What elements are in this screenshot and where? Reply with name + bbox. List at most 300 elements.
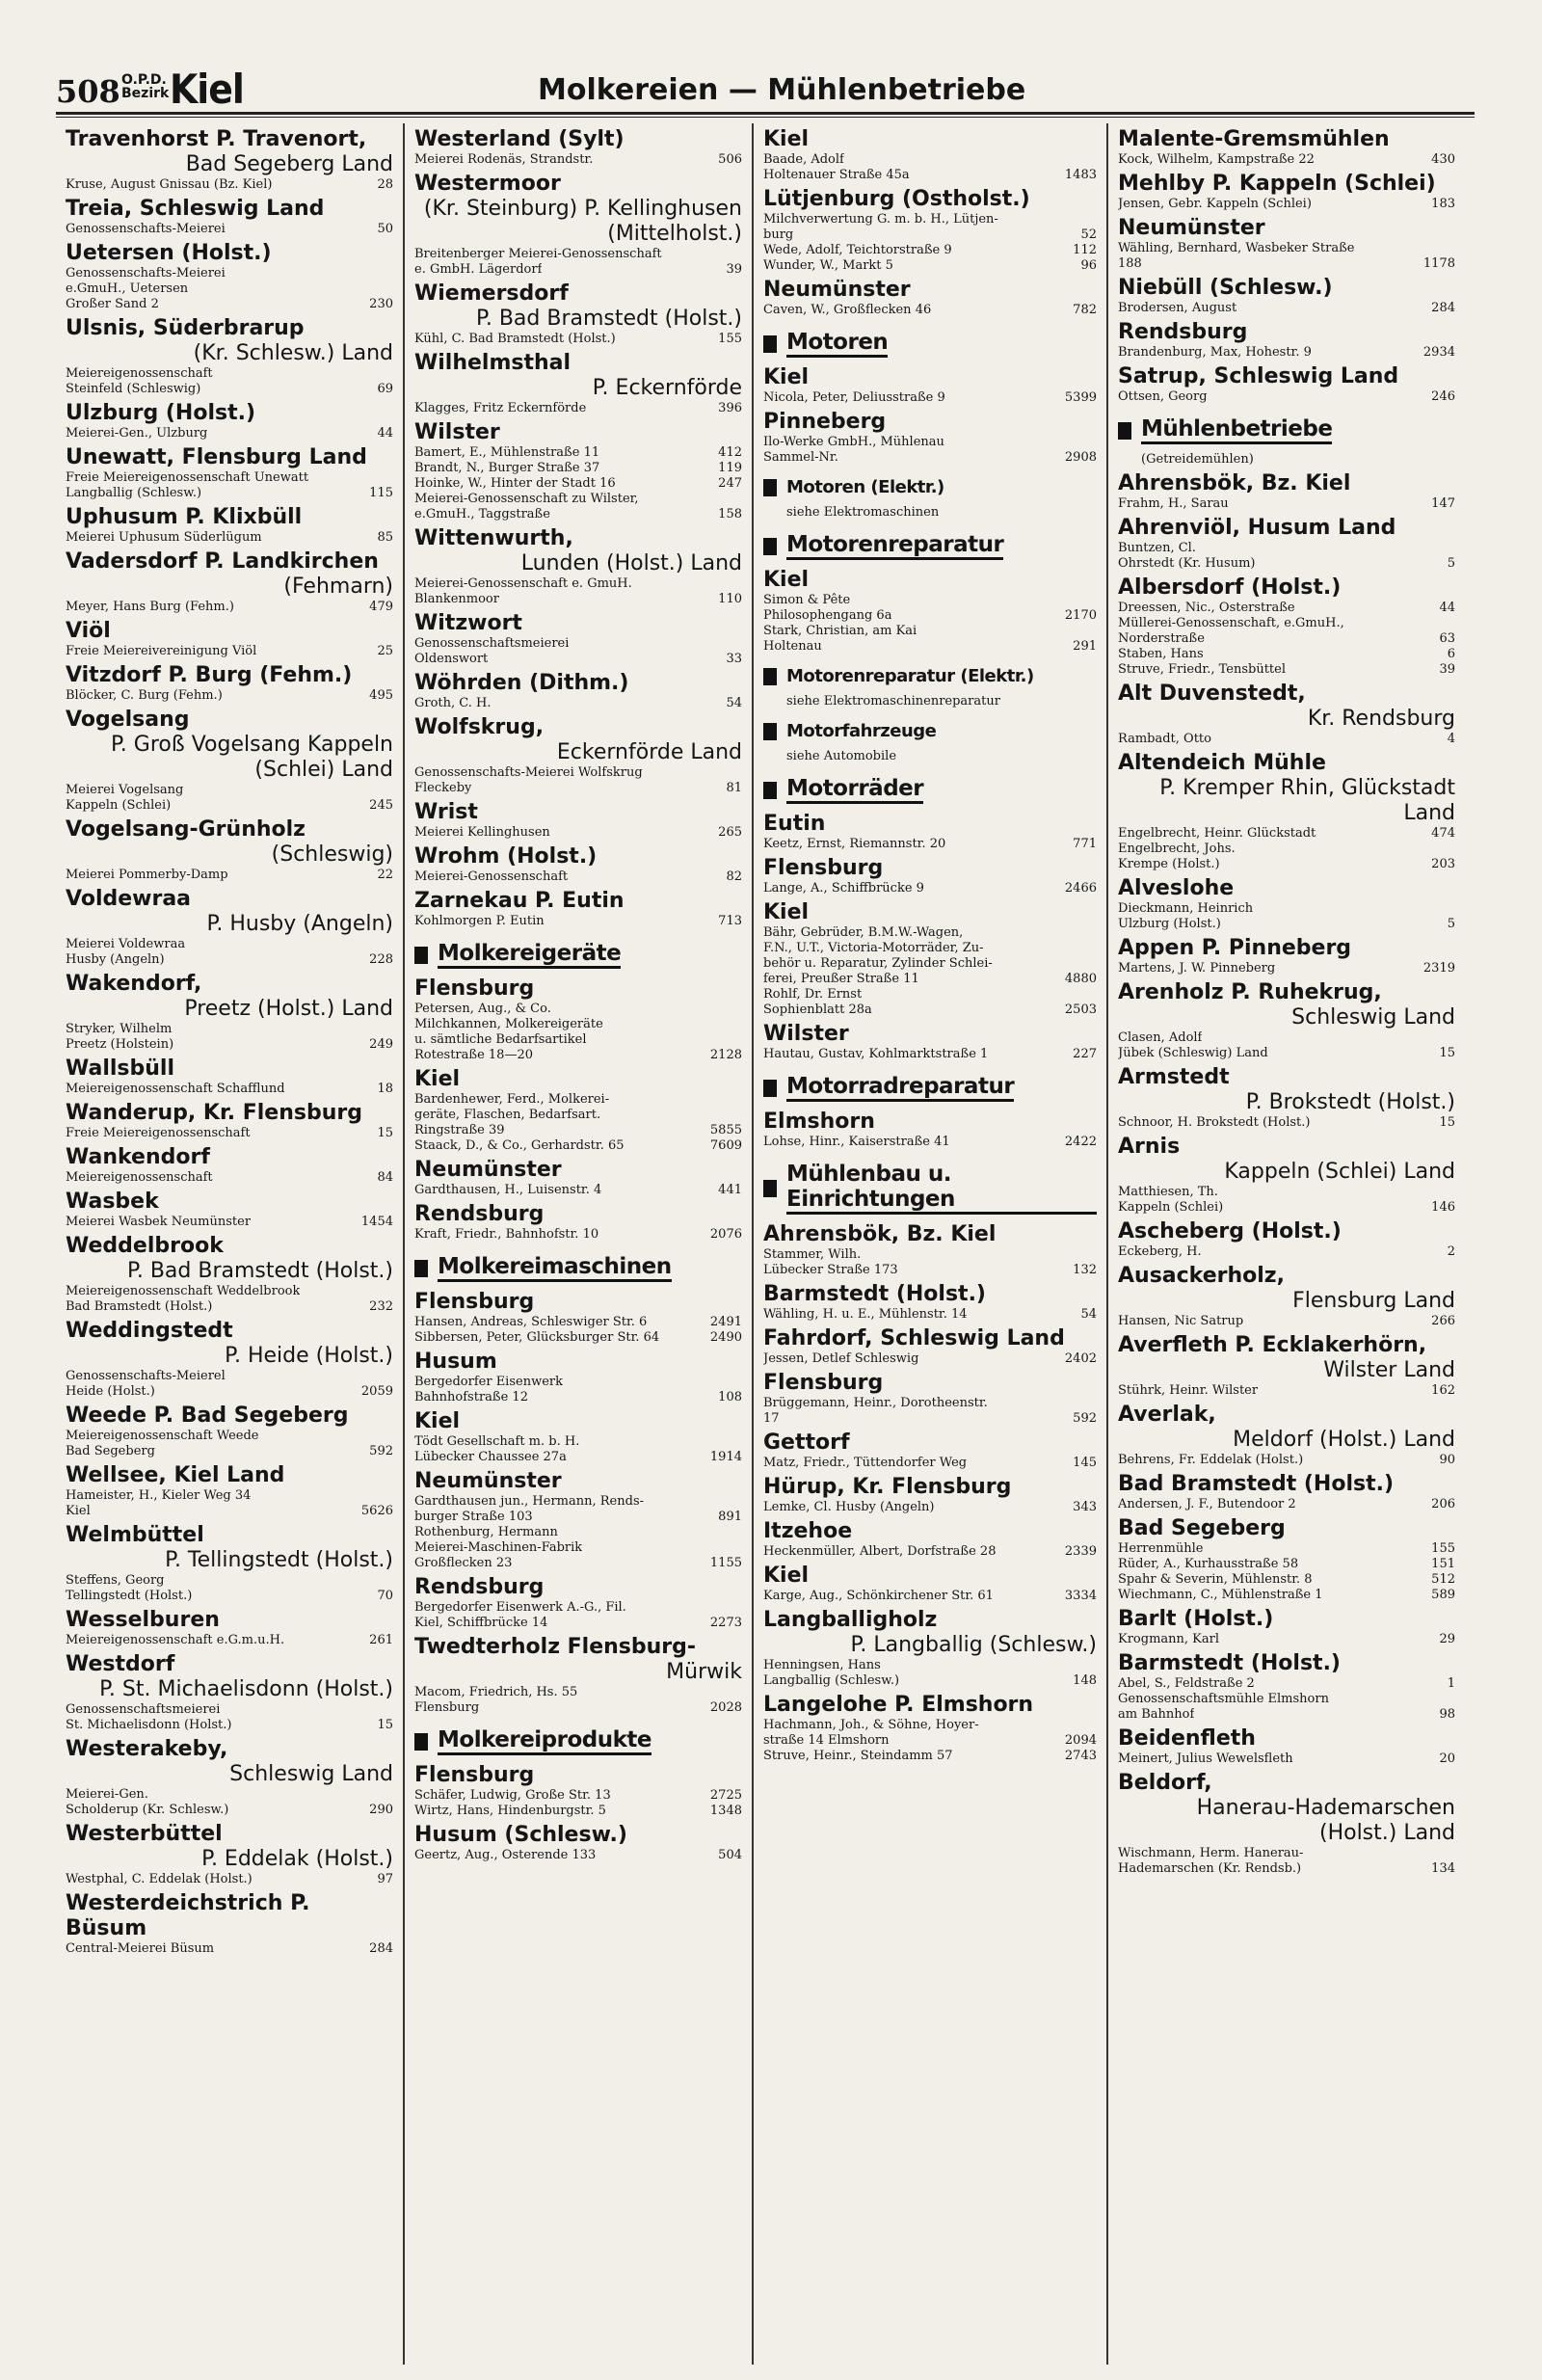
entry-number: 245 [369,798,393,813]
place-heading: Wesselburen [66,1608,220,1632]
list-item [66,1170,393,1186]
list-item [66,382,393,397]
entry-text: Milchkannen, Molkereigeräte [414,1017,603,1031]
entry-number: 112 [1073,243,1097,257]
list-item [414,1017,742,1032]
list-item [763,1135,1097,1150]
section-bullet-icon [414,1733,428,1751]
entry-text: Jensen, Gebr. Kappeln (Schlei) [1118,197,1312,211]
place-heading: Wöhrden (Dithm.) [414,671,629,695]
entry-text: e.GmuH., Uetersen [66,281,189,296]
entry-text: Husby (Angeln) [66,952,165,967]
list-item [1118,152,1455,168]
entry-text: Tödt Gesellschaft m. b. H. [414,1434,580,1449]
entry-text: Rambadt, Otto [1118,732,1211,746]
list-item [66,952,393,968]
entry-text: Oldenswort [414,652,489,666]
entry-text: Fleckeby [414,781,472,795]
list-item [414,1700,742,1716]
column-4 [1106,123,1465,2365]
place-heading: Husum [414,1350,497,1374]
page-title: Molkereien — Mühlenbetriebe [538,73,1026,107]
place-heading: Treia, Schleswig Land [66,197,325,221]
entry-number: 343 [1073,1500,1097,1514]
list-item [1118,631,1455,647]
entry-text: Großflecken 23 [414,1556,513,1570]
place-heading: Wallsbüll [66,1056,174,1081]
list-item [414,1315,742,1330]
list-item [414,781,742,796]
entry-number: 1348 [709,1804,742,1818]
list-item [1118,1572,1455,1588]
entry-text: Genossenschafts-Meierel [66,1369,226,1383]
entry-text: Hameister, H., Kieler Weg 34 [66,1488,252,1503]
entry-text: Karge, Aug., Schönkirchener Str. 61 [763,1589,994,1603]
entry-text: Dreessen, Nic., Osterstraße [1118,601,1295,615]
list-item [1118,732,1455,747]
place-heading: Kiel [763,365,810,389]
entry-number: 396 [718,401,742,415]
list-item [414,825,742,841]
list-item [66,530,393,546]
entry-number: 33 [726,652,742,666]
entry-text: e. GmbH. Lägerdorf [414,262,543,277]
entry-text: Lange, A., Schiffbrücke 9 [763,881,924,896]
place-subheading: P. Bad Bramstedt (Holst.) [476,307,742,331]
entry-number: 589 [1431,1588,1455,1602]
place-heading: Neumünster [763,278,911,302]
entry-text: Freie Meiereigenossenschaft [66,1126,251,1140]
place-heading: Neumünster [1118,216,1265,240]
entry-text: Henningsen, Hans [763,1658,881,1672]
list-item [1118,961,1455,976]
list-item [66,1444,393,1459]
place-heading: Flensburg [763,856,884,880]
place-heading: Kiel [763,900,810,924]
entry-text: Central-Meierei Büsum [66,1941,215,1956]
entry-text: Caven, W., Großflecken 46 [763,303,932,317]
list-item [414,1616,742,1631]
entry-number: 206 [1431,1497,1455,1511]
section-title: Molkereigeräte [438,941,621,969]
entry-number: 265 [718,825,742,840]
entry-number: 713 [718,914,742,928]
entry-text: Meierei-Gen. [66,1787,148,1802]
entry-text: Macom, Friedrich, Hs. 55 [414,1685,578,1699]
entry-text: Sibbersen, Peter, Glücksburger Str. 64 [414,1330,660,1345]
list-item [763,1047,1097,1062]
list-item [414,869,742,885]
entry-text: Philosophengang 6a [763,608,892,623]
entry-number: 5855 [709,1123,742,1137]
list-item [66,1022,393,1037]
list-item [414,914,742,929]
entry-number: 592 [1073,1411,1097,1426]
place-heading: Ulzburg (Holst.) [66,401,256,425]
entry-text: Meierei Voldewraa [66,937,186,951]
entry-number: 479 [369,600,393,614]
place-heading: Averlak, [1118,1403,1216,1427]
list-item [66,600,393,615]
place-heading: Albersdorf (Holst.) [1118,575,1342,600]
entry-text: burger Straße 103 [414,1510,533,1524]
entry-text: Herrenmühle [1118,1541,1204,1556]
list-item [1118,541,1455,556]
list-item [1118,842,1455,857]
place-heading: Wrohm (Holst.) [414,844,598,869]
entry-number: 2743 [1064,1749,1097,1763]
entry-text: u. sämtliche Bedarfsartikel [414,1032,587,1047]
entry-text: Schäfer, Ludwig, Große Str. 13 [414,1788,611,1803]
entry-number: 22 [377,868,393,882]
place-heading: Fahrdorf, Schleswig Land [763,1326,1065,1350]
list-item [763,1307,1097,1323]
list-item [763,450,1097,466]
entry-text: St. Michaelisdonn (Holst.) [66,1718,232,1732]
page-number: 508 [56,73,120,110]
entry-text: Steinfeld (Schleswig) [66,382,201,396]
place-heading: Wasbek [66,1190,159,1214]
entry-number: 39 [726,262,742,277]
place-subheading: Meldorf (Holst.) Land [1233,1428,1455,1452]
place-heading: Barmstedt (Holst.) [1118,1651,1341,1675]
entry-number: 1914 [709,1450,742,1464]
entry-number: 261 [369,1633,393,1647]
entry-number: 284 [369,1941,393,1956]
section-title: Motorenreparatur (Elektr.) [786,666,1034,686]
entry-text: Bad Bramstedt (Holst.) [66,1299,213,1314]
list-item [414,1848,742,1863]
list-item [1118,197,1455,212]
entry-number: 2503 [1064,1003,1097,1017]
place-heading: Alt Duvenstedt, [1118,682,1306,706]
place-heading: Itzehoe [763,1519,853,1543]
place-heading: Unewatt, Flensburg Land [66,445,367,469]
list-item [763,227,1097,243]
section-bullet-icon [414,947,428,964]
entry-text: Brandenburg, Max, Hohestr. 9 [1118,345,1312,360]
place-subheading: (Kr. Schlesw.) Land [193,341,393,365]
list-item [414,247,742,262]
entry-number: 232 [369,1299,393,1314]
entry-text: Meierei-Genossenschaft zu Wilster, [414,492,639,506]
entry-number: 4880 [1064,972,1097,986]
place-heading: Wittenwurth, [414,526,573,550]
list-item [414,476,742,492]
entry-text: Lemke, Cl. Husby (Angeln) [763,1500,935,1514]
entry-text: Langballig (Schlesw.) [66,486,202,500]
list-item [763,243,1097,258]
list-item [763,1003,1097,1018]
list-item [414,1450,742,1465]
section-title: Motorenreparatur [786,532,1003,560]
header-rule [56,112,1475,115]
list-item [66,222,393,237]
entry-text: Kruse, August Gnissau (Bz. Kiel) [66,177,273,192]
entry-number: 70 [377,1589,393,1603]
place-heading: Westdorf [66,1652,175,1676]
place-heading: Alveslohe [1118,876,1235,900]
entry-number: 134 [1431,1861,1455,1876]
entry-text: Meierei Rodenäs, Strandstr. [414,152,594,167]
section-heading [414,1254,742,1282]
place-heading: Beldorf, [1118,1771,1212,1795]
entry-text: Matz, Friedr., Tüttendorfer Weg [763,1456,968,1470]
entry-text: Wunder, W., Markt 5 [763,258,893,273]
place-heading: Appen P. Pinneberg [1118,936,1352,960]
place-heading: Voldewraa [66,887,192,911]
place-subheading: P. Bad Bramstedt (Holst.) [127,1259,393,1283]
list-item [414,401,742,416]
place-heading: Flensburg [414,1290,535,1314]
entry-text: Blöcker, C. Burg (Fehm.) [66,688,223,703]
entry-number: 1483 [1064,168,1097,182]
entry-text: Meierei-Maschinen-Fabrik [414,1540,583,1555]
entry-text: e.GmuH., Taggstraße [414,507,550,521]
place-subheading: Mürwik [666,1660,742,1684]
list-item [763,987,1097,1003]
place-subheading: Schleswig Land [1291,1005,1455,1030]
entry-number: 2028 [709,1700,742,1715]
place-heading: Kiel [763,568,810,592]
entry-number: 81 [726,781,742,795]
entry-text: Struve, Friedr., Tensbüttel [1118,662,1287,677]
list-item [66,1488,393,1504]
place-heading: Malente-Gremsmühlen [1118,127,1390,151]
list-item [66,1633,393,1648]
entry-text: Geertz, Aug., Osterende 133 [414,1848,597,1862]
section-heading [763,1074,1097,1102]
list-item [414,1123,742,1138]
list-item [763,1263,1097,1278]
entry-text: Meierei Vogelsang [66,783,184,797]
entry-number: 782 [1073,303,1097,317]
list-item [763,1749,1097,1764]
list-item [66,868,393,883]
entry-number: 290 [369,1803,393,1817]
place-heading: Kiel [414,1067,461,1091]
entry-text: Westphal, C. Eddelak (Holst.) [66,1872,253,1886]
list-item [763,972,1097,987]
entry-number: 2170 [1064,608,1097,623]
entry-number: 7609 [709,1138,742,1153]
list-item [414,332,742,347]
place-heading: Witzwort [414,611,522,635]
section-note: (Getreidemühlen) [1141,452,1254,467]
entry-text: Staack, D., & Co., Gerhardstr. 65 [414,1138,625,1153]
entry-text: Scholderup (Kr. Schlesw.) [66,1803,229,1817]
list-item [763,212,1097,227]
place-subheading: Kr. Rendsburg [1307,707,1455,731]
opd-label: O.P.D. Bezirk [121,72,170,101]
entry-text: Wischmann, Herm. Hanerau- [1118,1846,1304,1860]
list-item [414,1390,742,1405]
section-bullet-icon [763,723,777,740]
section-title: Motorradreparatur [786,1074,1014,1102]
list-item [66,1702,393,1718]
entry-text: geräte, Flaschen, Bedarfsart. [414,1108,601,1122]
entry-text: Lohse, Hinr., Kaiserstraße 41 [763,1135,950,1149]
list-item [763,1718,1097,1733]
entry-number: 44 [1439,601,1455,615]
list-item [414,1330,742,1346]
entry-text: Meiereigenossenschaft Weddelbrook [66,1284,301,1298]
entry-text: Kraft, Friedr., Bahnhofstr. 10 [414,1227,599,1242]
entry-number: 97 [377,1872,393,1886]
list-item [1118,1383,1455,1399]
place-subheading: Schleswig Land [229,1762,393,1786]
entry-number: 146 [1431,1200,1455,1215]
entry-text: Meiereigenossenschaft [66,366,213,381]
list-item [1118,901,1455,917]
list-item [1118,1557,1455,1572]
entry-number: 2 [1447,1244,1455,1259]
entry-number: 246 [1431,389,1455,404]
place-heading: Viöl [66,619,111,643]
entry-number: 1178 [1422,256,1455,271]
place-heading: Neumünster [414,1158,562,1182]
entry-number: 2076 [709,1227,742,1242]
entry-text: Eckeberg, H. [1118,1244,1202,1259]
column-1 [56,123,403,2365]
section-heading [1118,416,1455,444]
place-heading: Rendsburg [1118,320,1248,344]
entry-text: Struve, Heinr., Steindamm 57 [763,1749,953,1763]
list-item [763,608,1097,624]
section-note: siehe Automobile [786,749,897,763]
entry-text: Meierei-Genossenschaft e. GmuH. [414,576,632,591]
entry-number: 115 [369,486,393,500]
list-item [414,1138,742,1154]
entry-number: 15 [377,1126,393,1140]
list-item [414,152,742,168]
place-heading: Vogelsang [66,708,190,732]
list-item [1118,857,1455,872]
section-heading [414,941,742,969]
entry-text: Rüder, A., Kurhausstraße 58 [1118,1557,1299,1571]
list-item [66,281,393,297]
entry-number: 20 [1439,1752,1455,1766]
entry-number: 119 [718,461,742,475]
place-subheading: Lunden (Holst.) Land [520,551,742,575]
entry-text: Stührk, Heinr. Wilster [1118,1383,1259,1398]
section-bullet-icon [763,479,777,496]
entry-text: straße 14 Elmshorn [763,1733,890,1748]
entry-text: Langballig (Schlesw.) [763,1673,900,1688]
entry-text: Genossenschafts-Meierei Wolfskrug [414,765,643,780]
entry-number: 44 [377,426,393,441]
entry-text: Wirtz, Hans, Hindenburgstr. 5 [414,1804,606,1818]
place-subheading: (Kr. Steinburg) P. Kellinghusen (Mittelholst.) [423,197,742,246]
list-item [66,177,393,193]
entry-number: 1155 [709,1556,742,1570]
list-item [66,1787,393,1803]
place-heading: Mehlby P. Kappeln (Schlei) [1118,172,1436,196]
place-heading: Uetersen (Holst.) [66,241,272,265]
list-item [66,1215,393,1230]
entry-text: Kiel [66,1504,91,1518]
list-item [66,644,393,659]
entry-number: 203 [1431,857,1455,871]
section-title: Molkereiprodukte [438,1727,651,1755]
entry-text: Wähling, H. u. E., Mühlenstr. 14 [763,1307,968,1322]
list-item [763,1673,1097,1689]
entry-text: Martens, J. W. Pinneberg [1118,961,1276,976]
list-item [763,1396,1097,1411]
place-subheading: P. Husby (Angeln) [206,912,393,936]
entry-text: Buntzen, Cl. [1118,541,1196,555]
list-item [763,1500,1097,1515]
entry-text: Meiereigenossenschaft [66,1170,213,1185]
section-title: Motoren (Elektr.) [786,477,944,497]
list-item [414,1048,742,1063]
entry-text: 188 [1118,256,1142,271]
place-heading: Wilster [763,1022,849,1046]
entry-number: 2490 [709,1330,742,1345]
entry-number: 2466 [1064,881,1097,896]
entry-text: Hansen, Andreas, Schleswiger Str. 6 [414,1315,648,1329]
list-item [66,1082,393,1097]
entry-number: 148 [1073,1673,1097,1688]
list-item [1118,256,1455,272]
list-item [1118,1861,1455,1877]
entry-text: Meierei Uphusum Süderlügum [66,530,262,545]
entry-number: 891 [718,1510,742,1524]
entry-text: Meiereigenossenschaft e.G.m.u.H. [66,1633,285,1647]
list-item [414,636,742,652]
section-bullet-icon [763,538,777,555]
entry-text: Genossenschaftsmeierei [66,1702,221,1717]
place-heading: Eutin [763,812,826,836]
entry-number: 2339 [1064,1544,1097,1559]
entry-number: 132 [1073,1263,1097,1277]
place-heading: Flensburg [763,1371,884,1395]
place-heading: Niebüll (Schlesw.) [1118,276,1333,300]
place-heading: Wiemersdorf [414,281,569,306]
entry-number: 1454 [360,1215,393,1229]
list-item [763,168,1097,183]
entry-number: 54 [1080,1307,1097,1322]
entry-text: ferei, Preußer Straße 11 [763,972,919,986]
place-heading: Neumünster [414,1469,562,1493]
list-item [414,765,742,781]
entry-text: Sammel-Nr. [763,450,838,465]
list-item [1118,496,1455,512]
entry-number: 90 [1439,1453,1455,1467]
list-item [414,1002,742,1017]
entry-number: 291 [1073,639,1097,654]
entry-text: Wiechmann, C., Mühlenstraße 1 [1118,1588,1323,1602]
list-item [1118,1692,1455,1707]
entry-number: 50 [377,222,393,236]
place-heading: Wrist [414,800,478,824]
section-title: Motorräder [786,776,923,804]
entry-number: 3334 [1064,1589,1097,1603]
entry-number: 6 [1447,647,1455,661]
list-item [1118,1497,1455,1512]
place-heading: Westerbüttel [66,1822,223,1846]
place-heading: Langelohe P. Elmshorn [763,1693,1034,1717]
list-item [763,925,1097,941]
entry-text: Gardthausen, H., Luisenstr. 4 [414,1183,602,1197]
place-heading: Husum (Schlesw.) [414,1823,627,1847]
place-heading: Travenhorst P. Travenort, [66,127,367,151]
entry-number: 29 [1439,1632,1455,1646]
entry-number: 506 [718,152,742,167]
entry-text: Krogmann, Karl [1118,1632,1219,1646]
entry-number: 108 [718,1390,742,1404]
list-item [1118,662,1455,678]
